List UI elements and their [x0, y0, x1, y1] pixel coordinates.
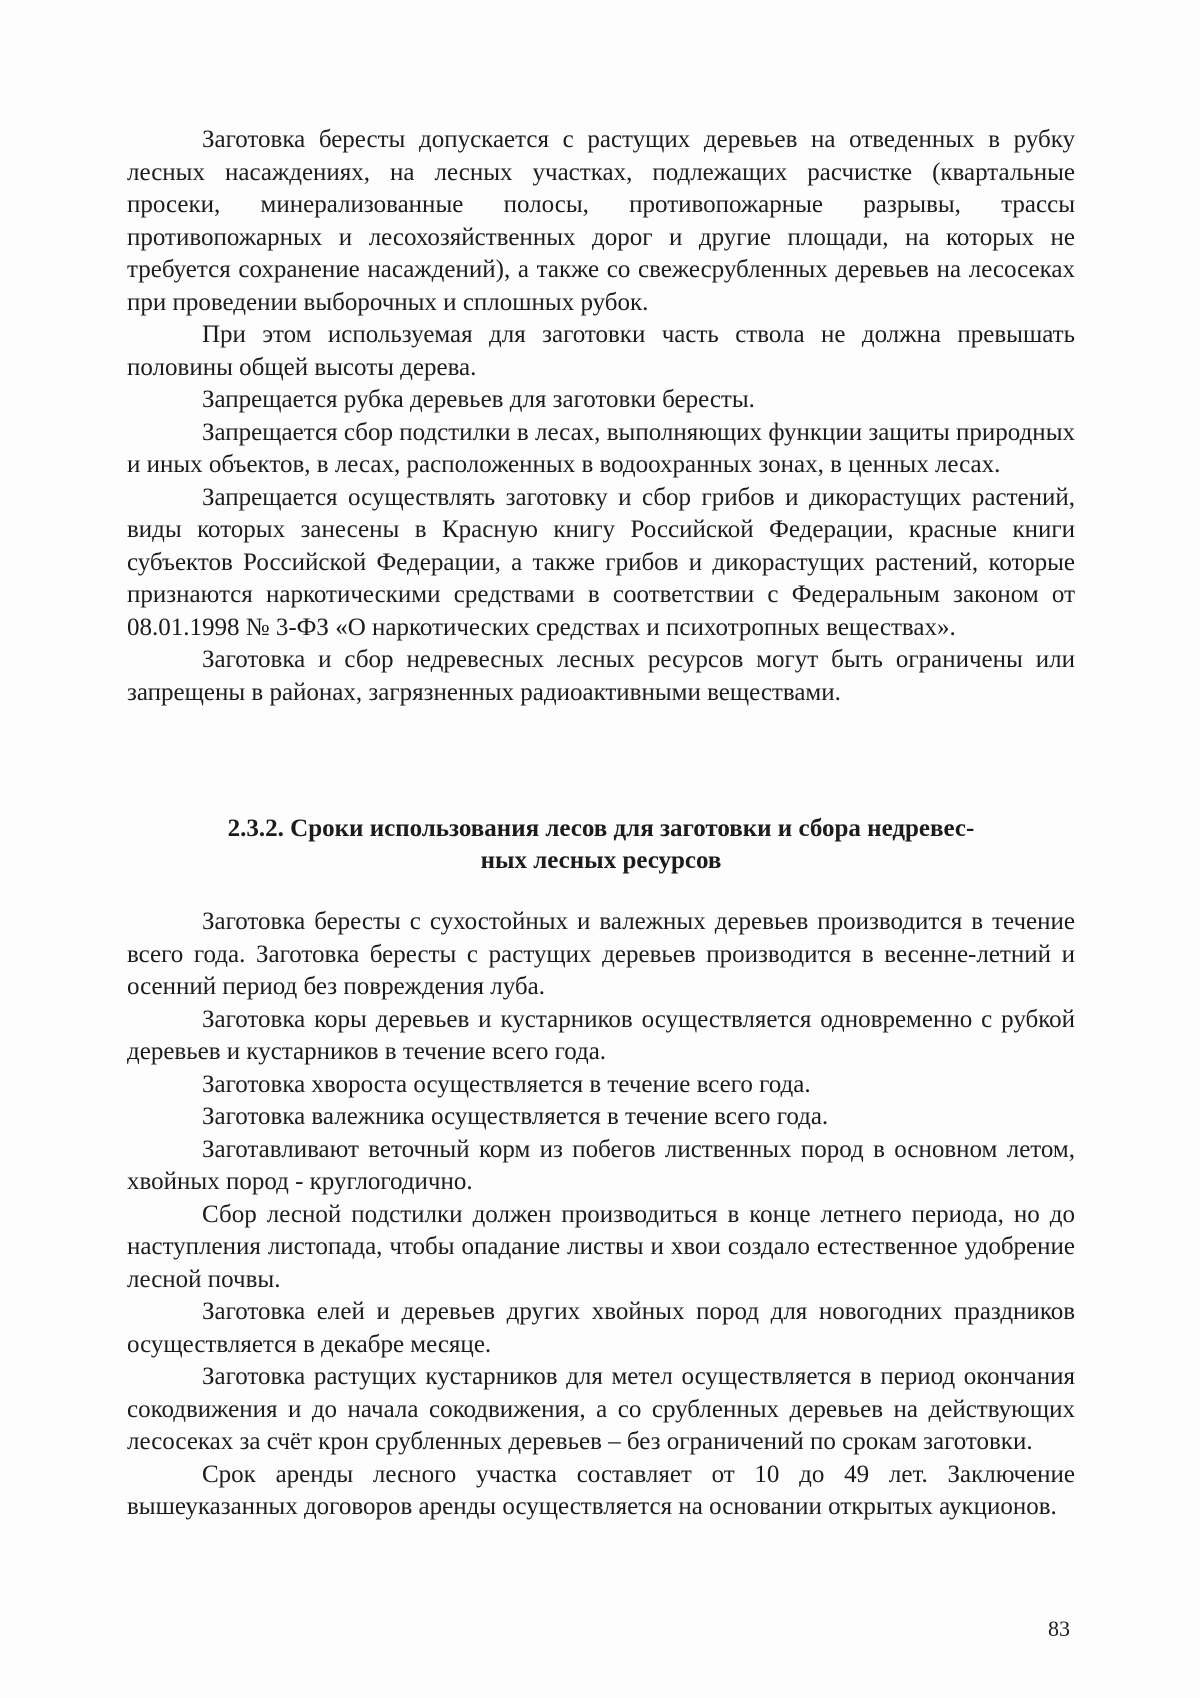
paragraph-red-book-ban: Запрещается осуществлять заготовку и сбор грибов и дикорастущих растений, виды которых занесены в Красную книгу Российской Федерации, красные книги субъектов Российской Федерации, а также грибов и дикорастущих растений, которые признаются наркотическими средствами в соответствии с Федеральным законом от 08.01.1998 № 3-ФЗ «О наркотических средствах и психотропных веществах». [127, 483, 1075, 641]
paragraph-lease-term: Срок аренды лесного участка составляет от 10 до 49 лет. Заключение вышеуказанных договоров аренды осуществляется на основании открытых аукционов. [127, 1460, 1075, 1520]
paragraph-brushwood-period: Заготовка хвороста осуществляется в течение всего года. [202, 1070, 811, 1098]
paragraph-felling-ban: Запрещается рубка деревьев для заготовки бересты. [202, 386, 755, 413]
paragraph-radioactive-limits: Заготовка и сбор недревесных лесных ресурсов могут быть ограничены или запрещены в районах, загрязненных радиоактивными веществами. [127, 646, 1075, 706]
section-heading-line-2: ных лесных ресурсов [480, 847, 722, 874]
paragraph-litter-period: Сбор лесной подстилки должен производиться в конце летнего периода, но до наступления листопада, чтобы опадание листвы и хвои создало естественное удобрение лесной почвы. [127, 1200, 1075, 1293]
paragraph-birch-bark-harvest: Заготовка бересты допускается с растущих деревьев на отведенных в рубку лесных насаждениях, на лесных участках, подлежащих расчистке (квартальные просеки, минерализованные полосы, противопожарные разрывы, трассы противопожарных и лесохозяйственных дорог и другие площади, на которых не требуется сохранение насаждений), а также со свежесрубленных деревьев на лесосеках при проведении выборочных и сплошных рубок. [127, 126, 1075, 316]
paragraph-christmas-trees-period: Заготовка елей и деревьев других хвойных пород для новогодних праздников осуществляется в декабре месяце. [127, 1298, 1075, 1358]
paragraph-trunk-limit: При этом используемая для заготовки часть ствола не должна превышать половины общей высоты дерева. [127, 321, 1075, 381]
paragraph-bark-period: Заготовка коры деревьев и кустарников осуществляется одновременно с рубкой деревьев и кустарников в течение всего года. [127, 1005, 1075, 1065]
page-number: 83 [1048, 1616, 1070, 1641]
section-harvest-rules [127, 124, 1075, 709]
paragraph-twig-fodder-period: Заготавливают веточный корм из побегов лиственных пород в основном летом, хвойных пород - круглогодично. [127, 1135, 1075, 1195]
section-heading [127, 813, 1075, 877]
section-harvest-periods [127, 906, 1075, 1524]
section-heading-line-1: 2.3.2. Сроки использования лесов для заготовки и сбора недревес- [227, 815, 975, 842]
paragraph-birch-bark-period: Заготовка бересты с сухостойных и валежных деревьев производится в течение всего года. Заготовка бересты с растущих деревьев производится в весенне-летний и осенний период без повреждения луба. [127, 908, 1075, 1000]
paragraph-litter-ban: Запрещается сбор подстилки в лесах, выполняющих функции защиты природных и иных объектов, в лесах, расположенных в водоохранных зонах, в ценных лесах. [127, 418, 1075, 478]
paragraph-broom-shrubs-period: Заготовка растущих кустарников для метел осуществляется в период окончания сокодвижения и до начала сокодвижения, а со срубленных деревьев на действующих лесосеках за счёт крон срубленных деревьев – без ограничений по срокам заготовки. [127, 1363, 1075, 1455]
paragraph-deadwood-period: Заготовка валежника осуществляется в течение всего года. [202, 1103, 829, 1130]
